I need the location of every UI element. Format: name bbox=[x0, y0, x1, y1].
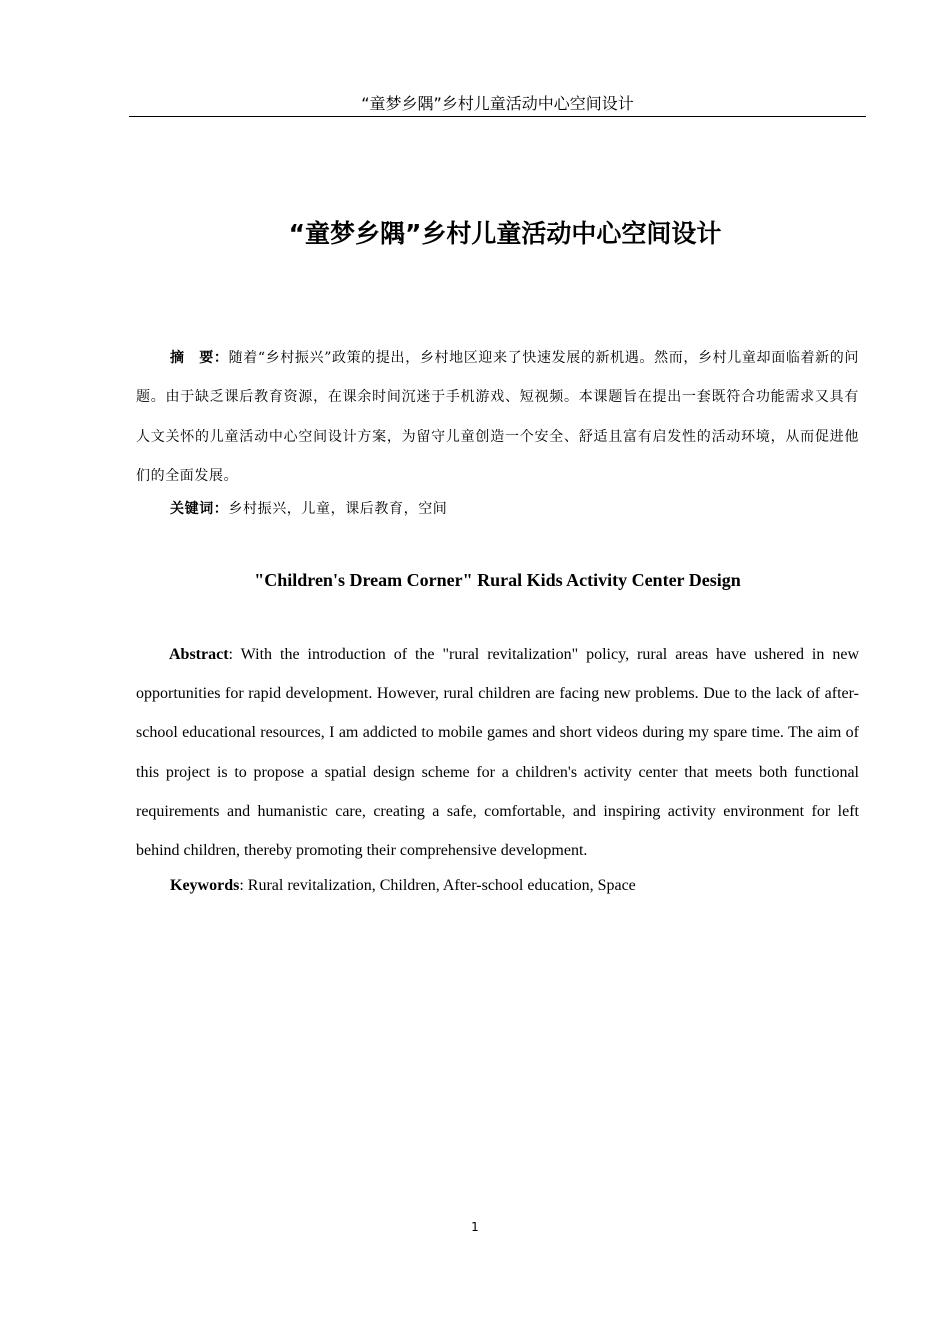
chinese-abstract-text: 随着“乡村振兴”政策的提出，乡村地区迎来了快速发展的新机遇。然而，乡村儿童却面临着新的问题。由于缺乏课后教育资源，在课余时间沉迷于手机游戏、短视频。本课题旨在提出一套既符合功能需求又具有人文关怀的儿童活动中心空间设计方案，为留守儿童创造一个安全、舒适且富有启发性的活动环境，从而促进他们的全面发展。 bbox=[136, 350, 859, 485]
chinese-keywords bbox=[170, 492, 860, 526]
running-header: “童梦乡隅”乡村儿童活动中心空间设计 bbox=[129, 92, 866, 117]
page-number: 1 bbox=[471, 1220, 479, 1234]
chinese-abstract-label: 摘 要： bbox=[170, 350, 229, 366]
english-keywords-text: : Rural revitalization, Children, After-school education, Space bbox=[239, 877, 636, 894]
english-keywords-label: Keywords bbox=[170, 877, 240, 894]
english-title: "Children's Dream Corner" Rural Kids Activity Center Design bbox=[254, 570, 741, 590]
chinese-title: “童梦乡隅”乡村儿童活动中心空间设计 bbox=[288, 219, 722, 248]
english-abstract bbox=[136, 635, 859, 870]
english-abstract-label: Abstract bbox=[169, 646, 229, 663]
chinese-abstract bbox=[136, 339, 859, 497]
chinese-keywords-label: 关键词： bbox=[170, 501, 229, 517]
english-abstract-text: : With the introduction of the "rural revitalization" policy, rural areas have ushered in new opportunities for rapid development. However, rural children are facing new problems. Due to the lack of after-school educational resources, I am addicted to mobile games and short videos during my spare time. The aim of this project is to propose a spatial design scheme for a children's activity center that meets both functional requirements and humanistic care, creating a safe, comfortable, and inspiring activity environment for left behind children, thereby promoting their comprehensive development. bbox=[136, 646, 859, 860]
english-keywords bbox=[170, 872, 860, 900]
chinese-keywords-text: 乡村振兴，儿童，课后教育，空间 bbox=[228, 501, 448, 517]
